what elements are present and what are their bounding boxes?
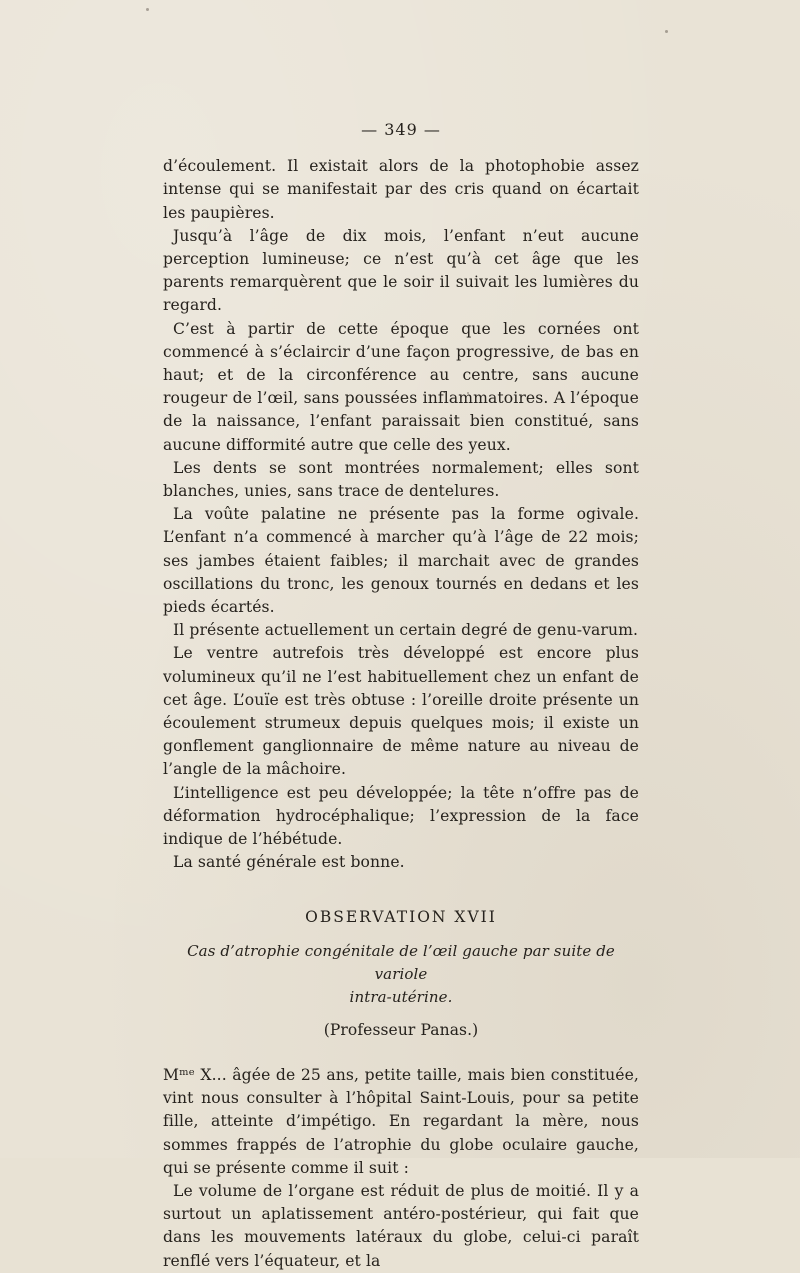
observation-author: (Professeur Panas.) (323, 1020, 479, 1039)
paragraph: C’est à partir de cette époque que les cornées ont commencé à s’éclaircir d’une façon progressive, de bas en haut; et de la circonférence au centre, sans aucune rougeur de l’œil, sans poussées inflammatoires. A l’époque de la naissance, l’enfant paraissait bien constitué, sans aucune difformité autre que celle des yeux. (163, 319, 639, 454)
observation-title: OBSERVATION XVII (305, 907, 497, 926)
paragraph: L’intelligence est peu développée; la tête n’offre pas de déformation hydrocéphalique; l’expression de la face indique de l’hébétude. (163, 783, 639, 849)
page-number: — 349 — (361, 120, 441, 139)
observation-subtitle-continued: intra-utérine. (349, 987, 453, 1006)
paper-speck (665, 30, 668, 33)
paragraph: d’écoulement. Il existait alors de la photophobie assez intense qui se manifestait par des cris quand on écartait les paupières. (163, 157, 639, 222)
paragraph: Jusqu’à l’âge de dix mois, l’enfant n’eut aucune perception lumineuse; ce n’est qu’à cet âge que les parents remarquèrent que le soir il suivait les lumières du regard. (163, 226, 639, 315)
paragraph: La voûte palatine ne présente pas la forme ogivale. L’enfant n’a commencé à marcher qu’à l’âge de 22 mois; ses jambes étaient faibles; il marchait avec de grandes oscillations du tronc, les genoux tournés en dedans et les pieds écartés. (163, 505, 639, 617)
paragraph: Le volume de l’organe est réduit de plus de moitié. Il y a surtout un aplatissement antéro-postérieur, qui fait que dans les mouvements latéraux du globe, celui-ci paraît renflé vers l’équateur, et la (163, 1181, 639, 1270)
observation-subtitle: Cas d’atrophie congénitale de l’œil gauche par suite de variole (187, 941, 615, 983)
page-text (163, 118, 639, 1273)
paragraph: Le ventre autrefois très développé est encore plus volumineux qu’il ne l’est habituellement chez un enfant de cet âge. L’ouïe est très obtuse : l’oreille droite présente un écoulement strumeux depuis quelques mois; il existe un gonflement ganglionnaire de même nature au niveau de l’angle de la mâchoire. (163, 644, 639, 779)
paragraph: Mᵐᵉ X... âgée de 25 ans, petite taille, mais bien constituée, vint nous consulter à l’hôpital Saint-Louis, pour sa petite fille, atteinte d’impétigo. En regardant la mère, nous sommes frappés de l’atrophie du globe oculaire gauche, qui se présente comme il suit : (163, 1065, 639, 1177)
paragraph: La santé générale est bonne. (173, 853, 405, 872)
paragraph: Les dents se sont montrées normalement; elles sont blanches, unies, sans trace de dentelures. (163, 458, 639, 501)
paper-speck (146, 8, 149, 11)
paragraph: Il présente actuellement un certain degré de genu-varum. (173, 621, 639, 640)
